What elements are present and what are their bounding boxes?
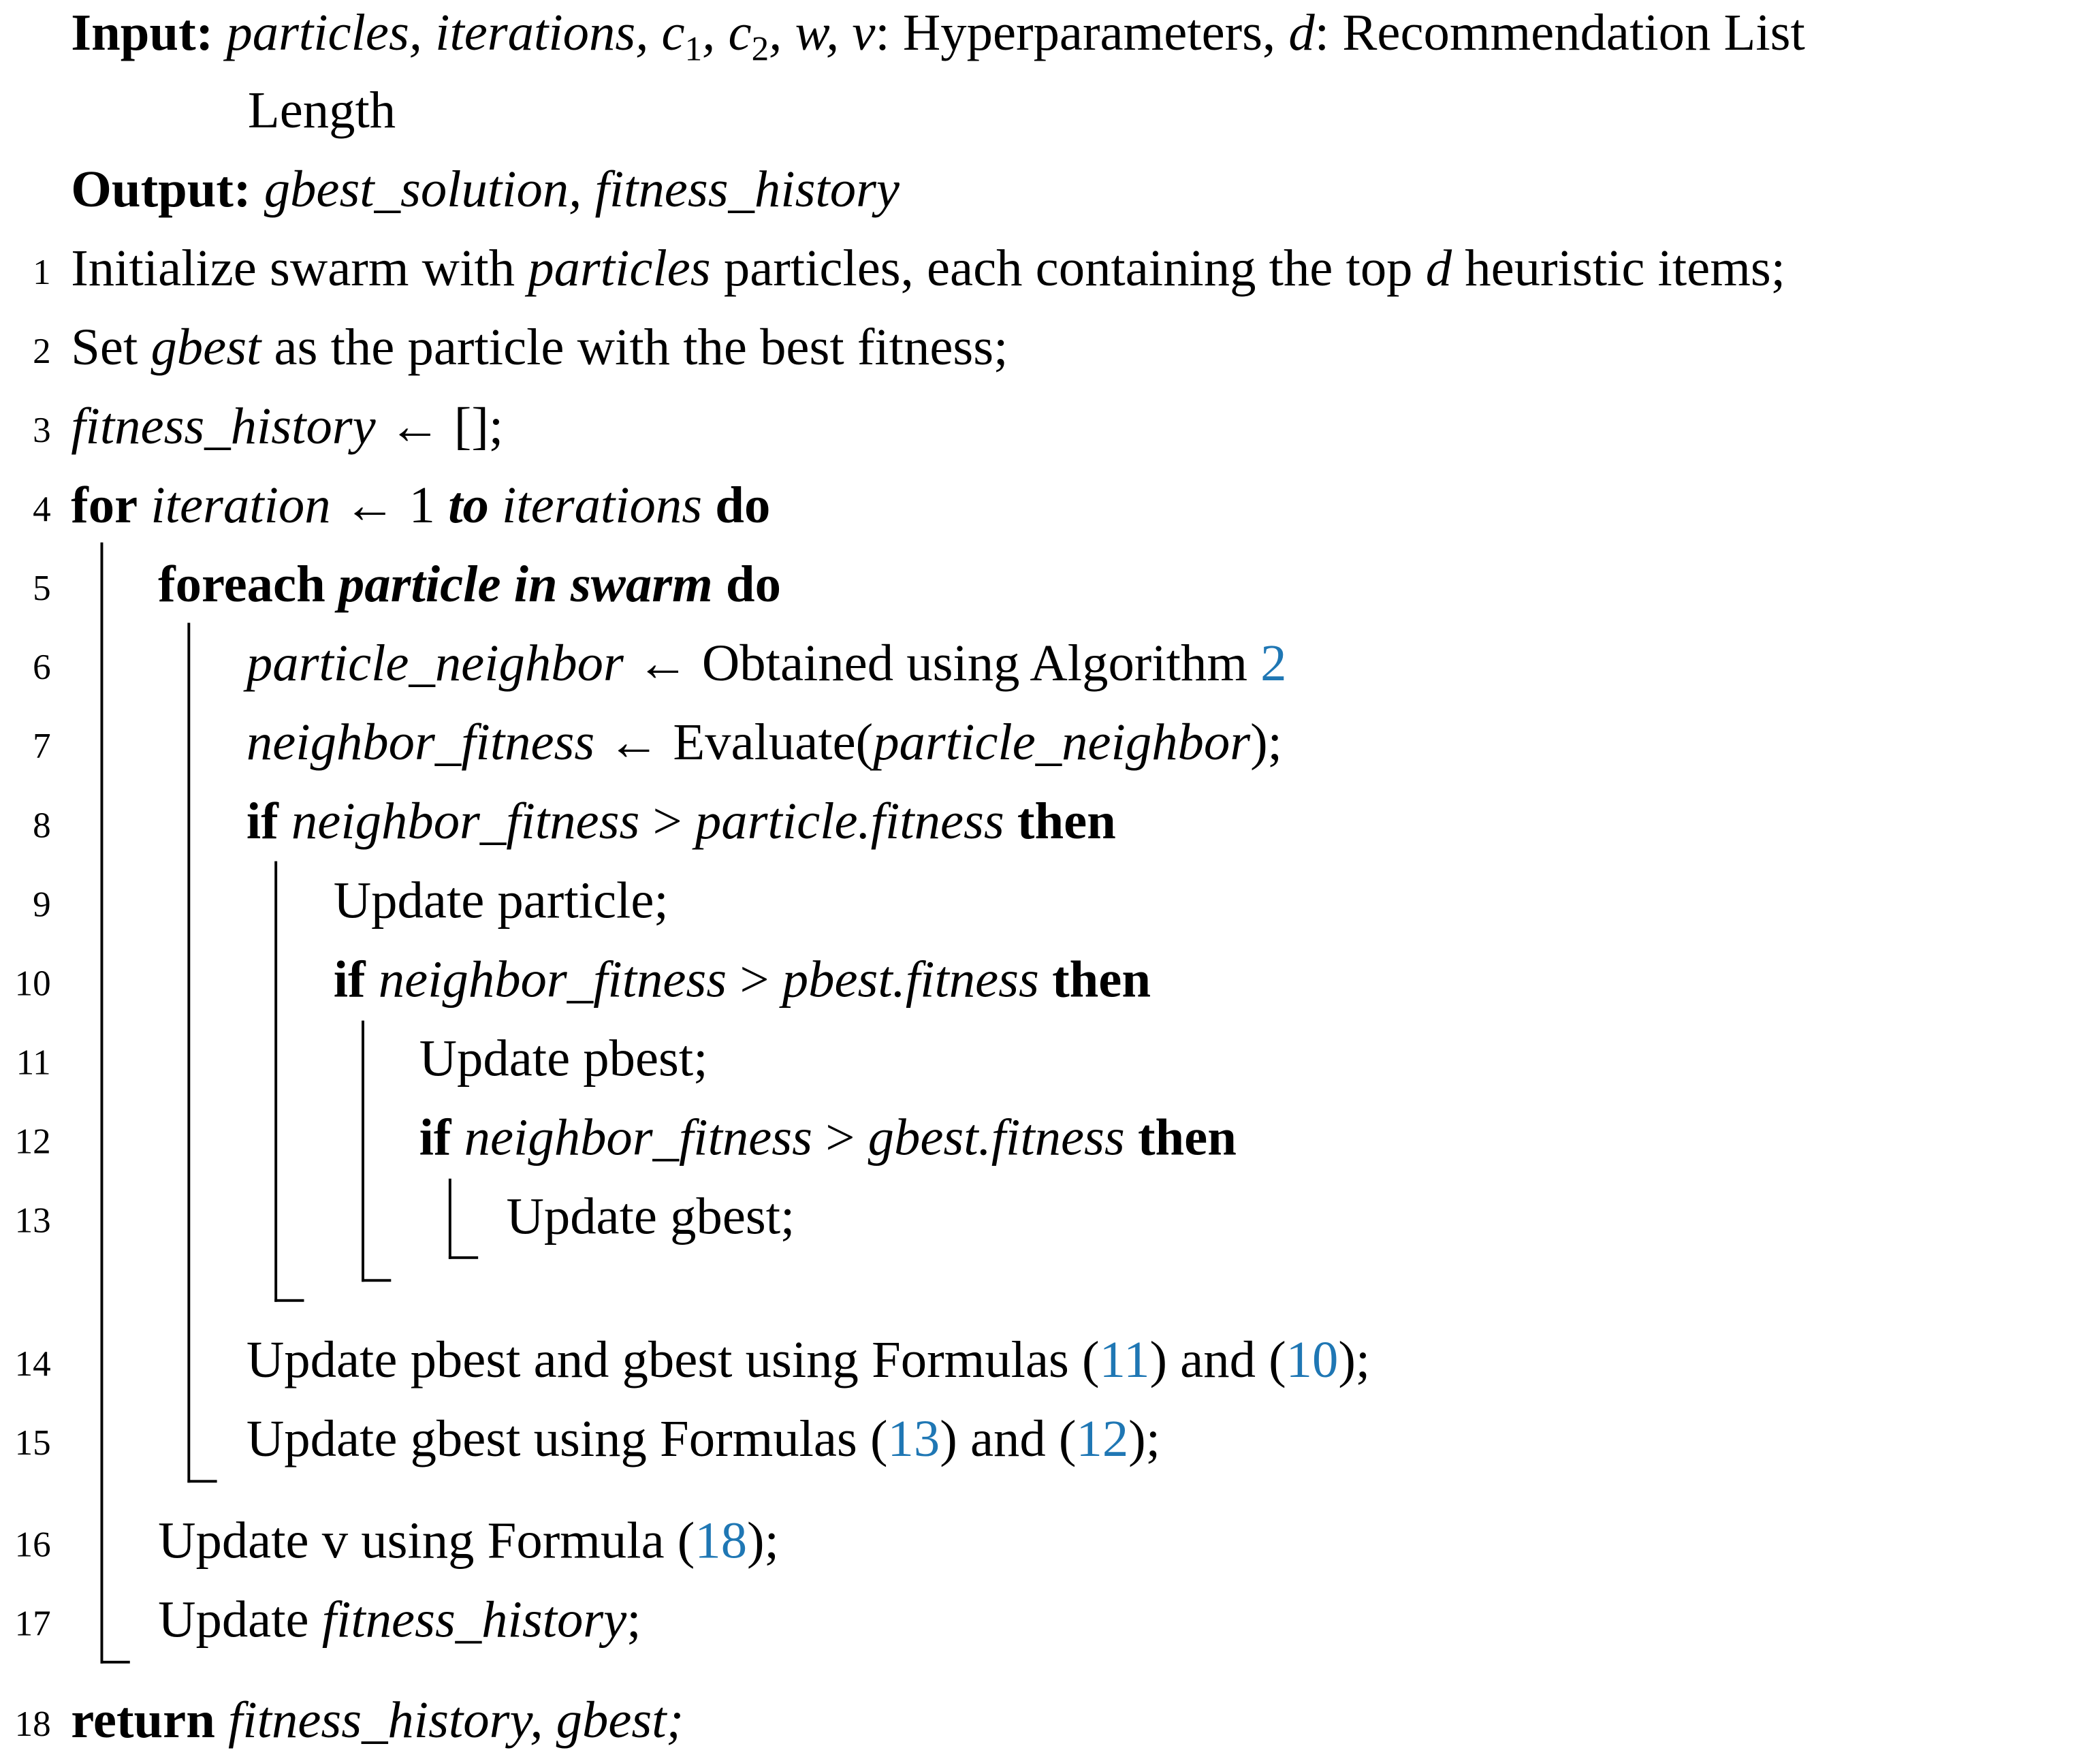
code-line [158,1587,641,1654]
text-segment: Update pbest; [419,1030,708,1088]
text-segment: : Recommendation List [1314,3,1805,62]
keyword: return [71,1692,229,1749]
keyword: do [715,477,771,535]
code-line [419,1026,708,1093]
reference-link[interactable]: 2 [1260,635,1287,693]
code-line [334,947,1151,1014]
line-number: 11 [16,1042,51,1083]
code-line [71,236,1785,302]
line-number: 4 [33,488,51,529]
line-number: 13 [14,1200,51,1241]
line-number: 9 [33,884,51,925]
text-segment: ; [626,1591,641,1649]
line-number: 7 [33,726,51,767]
code-line [246,631,1287,697]
keyword: to [448,477,489,535]
reference-link[interactable]: 11 [1099,1331,1150,1389]
text-segment: as the particle with the best fitness; [261,319,1008,377]
text-segment: > [639,793,695,851]
text-segment: ← []; [375,398,504,456]
keyword: foreach [158,556,325,614]
if-block-bar-3 [449,1179,478,1259]
if-block-bar-1 [274,861,304,1302]
text-segment: particle.fitness [695,793,1017,851]
text-segment: Update v using Formula ( [158,1512,695,1570]
text-segment: gbest [150,319,261,377]
text-segment: ); [747,1512,779,1570]
input-line [71,0,1805,67]
text-segment: d [1288,3,1315,62]
keyword: if [246,793,291,851]
line-number: 16 [14,1524,51,1565]
text-segment: neighbor_fitness [291,793,640,851]
text-segment: Length [247,81,396,140]
text-segment: ← 1 [330,477,449,535]
reference-link[interactable]: 18 [695,1512,748,1570]
text-segment: iteration [138,477,331,535]
line-number: 3 [33,409,51,450]
text-segment: fitness_history [321,1591,627,1649]
keyword: then [1017,793,1116,851]
text-segment: gbest_solution, fitness_history [251,161,900,219]
line-number: 8 [33,805,51,846]
keyword: Input: [71,3,214,62]
line-number: 12 [14,1121,51,1162]
line-number: 5 [33,567,51,608]
line-number: 14 [14,1343,51,1384]
text-segment: Set [71,319,151,377]
code-line [334,868,669,934]
line-number: 2 [33,330,51,371]
text-segment: particles [528,240,711,298]
keyword: do [725,556,781,614]
code-line [71,394,503,460]
text-segment: particles, iterations, c [213,3,685,62]
text-segment: : Hyperparameters, [875,3,1289,62]
text-segment: heuristic items; [1452,240,1786,298]
code-line [246,1327,1370,1394]
text-segment: ) and ( [1149,1331,1286,1389]
text-segment: 2 [751,29,769,69]
text-segment: particle_neighbor [246,635,624,693]
text-segment: Update particle; [333,872,669,930]
text-segment: Update pbest and gbest using Formulas ( [246,1331,1100,1389]
text-segment: ); [1338,1331,1371,1389]
text-segment: neighbor_fitness [246,714,595,772]
keyword: then [1137,1109,1237,1167]
text-segment: neighbor_fitness [464,1109,813,1167]
line-number: 1 [33,251,51,292]
text-segment: iterations [488,477,716,535]
code-line [71,473,770,539]
text-segment: particle_neighbor [873,714,1251,772]
code-line [419,1105,1237,1172]
code-line [71,1687,684,1754]
line-number: 18 [14,1703,51,1744]
code-line [246,1406,1160,1473]
text-segment: pbest.fitness [782,951,1053,1009]
text-segment: ); [1128,1410,1161,1468]
text-segment: , c [702,3,752,62]
code-line [246,789,1116,855]
output-line [71,157,900,223]
text-segment: neighbor_fitness [378,951,727,1009]
line-number: 15 [14,1422,51,1463]
line-number: 17 [14,1603,51,1644]
code-line [71,315,1008,381]
reference-link[interactable]: 12 [1076,1410,1129,1468]
code-line [158,552,781,618]
text-segment: particles, each containing the top [710,240,1426,298]
text-segment: ) and ( [940,1410,1077,1468]
text-segment: ); [1250,714,1282,772]
text-segment: Update gbest using Formulas ( [246,1410,888,1468]
text-segment: Update gbest; [506,1188,795,1246]
if-block-bar-2 [362,1021,391,1282]
keyword: if [419,1109,464,1167]
keyword: if [333,951,379,1009]
code-line [506,1184,795,1251]
text-segment: Update [158,1591,322,1649]
reference-link[interactable]: 13 [887,1410,940,1468]
text-segment: ← Evaluate( [594,714,874,772]
text-segment: ← Obtained using Algorithm [623,635,1261,693]
text-segment: fitness_history, gbest; [228,1692,684,1749]
foreach-block-bar [187,623,217,1483]
code-line [158,1508,779,1575]
keyword: for [71,477,138,535]
text-segment: gbest.fitness [868,1109,1138,1167]
text-segment: d [1425,240,1452,298]
text-segment: fitness_history [71,398,376,456]
input-line [248,78,396,144]
reference-link[interactable]: 10 [1286,1331,1339,1389]
code-line [246,710,1282,776]
keyword: then [1052,951,1151,1009]
text-segment: , w, v [769,3,876,62]
text-segment: > [727,951,782,1009]
text-segment: > [812,1109,868,1167]
line-number: 10 [14,963,51,1004]
keyword: particle in swarm [325,556,726,614]
text-segment: Initialize swarm with [71,240,528,298]
for-loop-block-bar [101,543,130,1664]
text-segment: 1 [684,29,703,69]
line-number: 6 [33,646,51,687]
keyword: Output: [71,161,251,219]
